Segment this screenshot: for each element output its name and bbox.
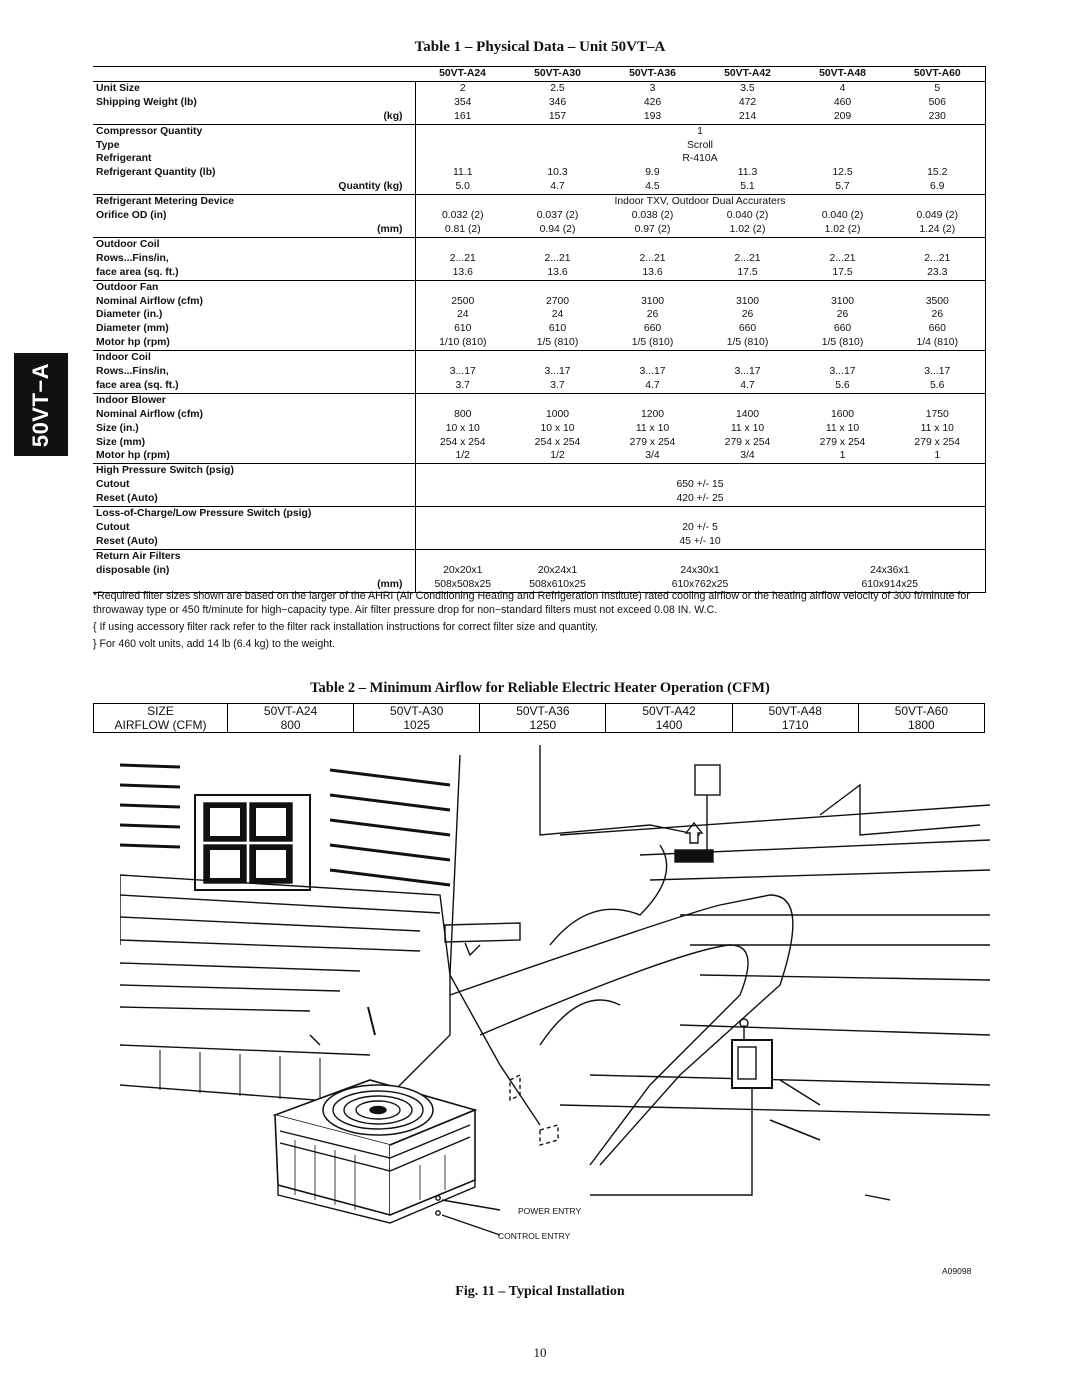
table1-row-label: Refrigerant — [96, 153, 152, 165]
table1-cell: 26 — [890, 308, 985, 322]
min-airflow-table — [93, 703, 985, 733]
footnote-460-volt: } For 460 volt units, add 14 lb (6.4 kg) to the weight. — [93, 637, 336, 650]
table1-cell: 3/4 — [645, 450, 660, 462]
table1-row-label: Indoor Blower — [93, 393, 415, 407]
table2-cell: AIRFLOW (CFM) — [94, 718, 228, 733]
table1-cell: 5.6 — [835, 379, 850, 391]
table1-row-label: disposable (in) — [96, 564, 170, 576]
table1-cell: 1750 — [890, 408, 985, 422]
table2-cell: 50VT-A36 — [480, 704, 606, 719]
table1-cell: 5.1 — [740, 181, 755, 193]
table1-cell: 800 — [415, 408, 510, 422]
physical-data-table — [93, 66, 986, 593]
table1-cell: 2700 — [545, 295, 570, 307]
table1-row — [93, 564, 985, 578]
table1-span-cell: 1 — [415, 124, 985, 138]
table1-row — [93, 422, 985, 436]
table1-cell: 3.7 — [550, 379, 565, 391]
table1-cell: 0.97 (2) — [634, 223, 671, 235]
table1-cell: 5.7 — [835, 181, 850, 193]
table1-cell: 1400 — [735, 408, 760, 420]
table1-row-label: face area (sq. ft.) — [96, 379, 179, 391]
table1-row — [93, 549, 985, 563]
table1-cell: 2...21 — [415, 252, 510, 266]
table2-cell: 800 — [228, 718, 354, 733]
table2-cell: 1400 — [606, 718, 732, 733]
table1-cell: 660 — [738, 323, 757, 335]
table1-empty-cell — [415, 351, 985, 365]
table1-cell: 2...21 — [829, 252, 856, 264]
table1-cell: 1/5 (810) — [631, 337, 674, 349]
footnote-filter-sizes: *Required filter sizes shown are based on the larger of the AHRI (Air Conditioning Heating and Refrigeration Institute) rated cooling airflow or the heating airflow velocity of 300 ft/minute for throwaway type or 450 ft/minute for high−capacity type. Air filter pressure drop for non−standard filters must not exceed 0.08 IN. W.C. — [93, 590, 970, 616]
table1-cell: 10 x 10 — [540, 422, 575, 434]
table1-cell: 15.2 — [890, 166, 985, 180]
table1-cell: 660 — [890, 322, 985, 336]
table1-cell: 10.3 — [547, 167, 568, 179]
table1-span-cell: Indoor TXV, Outdoor Dual Accuraters — [415, 195, 985, 209]
table2-cell: 50VT-A42 — [606, 704, 732, 719]
table1-span-cell: 45 +/- 10 — [415, 535, 985, 549]
table1-row — [93, 166, 985, 180]
table1-filter-cell: 610x762x25 — [605, 578, 795, 592]
footnote-filter-rack: { If using accessory filter rack refer to the filter rack installation instructions for correct filter size and quantity. — [93, 621, 598, 633]
table1-col-header: 50VT-A42 — [700, 67, 795, 82]
control-entry-label: CONTROL ENTRY — [498, 1231, 571, 1241]
table1-filter-cell: 24x36x1 — [795, 564, 985, 578]
table2-cell: SIZE — [94, 704, 228, 719]
table1-cell: 0.038 (2) — [631, 210, 674, 222]
side-tab-label: 50VT−A — [28, 362, 53, 447]
table1-row — [93, 393, 985, 407]
table1-cell: 5.0 — [415, 180, 510, 194]
table1-cell: 1000 — [545, 408, 570, 420]
table1-cell: 1/2 — [550, 450, 565, 462]
table1-cell: 254 x 254 — [534, 436, 581, 448]
table1-cell: 10 x 10 — [415, 422, 510, 436]
table1-cell: 2...21 — [734, 252, 761, 264]
table1-cell: 346 — [548, 96, 567, 108]
table1-cell: 11 x 10 — [635, 422, 670, 434]
table1-cell: 4.7 — [740, 379, 755, 391]
table1-cell: 0.040 (2) — [821, 210, 864, 222]
power-entry-label: POWER ENTRY — [518, 1206, 582, 1216]
table1-row-label: High Pressure Switch (psig) — [93, 464, 415, 478]
table1-cell: 279 x 254 — [629, 436, 676, 448]
table1-row — [93, 209, 985, 223]
table1-cell: 0.81 (2) — [415, 223, 510, 237]
table1-cell: 4.7 — [550, 181, 565, 193]
table1-row-label: Unit Size — [96, 82, 140, 94]
table1-cell: 0.040 (2) — [726, 210, 769, 222]
figure-caption: Fig. 11 – Typical Installation — [455, 1284, 625, 1299]
table1-row — [93, 336, 985, 350]
table1-row — [93, 464, 985, 478]
table1-row — [93, 280, 985, 294]
table1-row-label: Reset (Auto) — [96, 493, 158, 505]
table1-col-header: 50VT-A48 — [795, 67, 890, 82]
table1-empty-cell — [415, 237, 985, 251]
table1-row — [93, 139, 985, 153]
table1-cell: 2.5 — [550, 82, 565, 94]
table1-cell: 161 — [415, 110, 510, 124]
table1-cell: 279 x 254 — [819, 436, 866, 448]
table1-col-header: 50VT-A30 — [510, 67, 605, 82]
table1-span-cell: 420 +/- 25 — [415, 492, 985, 506]
table1-row — [93, 252, 985, 266]
table1-row — [93, 478, 985, 492]
table1-row — [93, 507, 985, 521]
table1-cell: 24 — [415, 308, 510, 322]
table1-cell: 0.037 (2) — [536, 210, 579, 222]
installation-illustration — [120, 745, 990, 1285]
table1-empty-cell — [415, 280, 985, 294]
table1-row-label: Orifice OD (in) — [96, 210, 167, 222]
table1-row — [93, 365, 985, 379]
table1-cell: 2500 — [415, 295, 510, 309]
table1-col-header: 50VT-A24 — [415, 67, 510, 82]
table1-cell: 354 — [415, 96, 510, 110]
table1-cell: 2...21 — [890, 252, 985, 266]
table1-cell: 1 — [839, 450, 846, 462]
table1-filter-cell: 20x20x1 — [415, 564, 510, 578]
table1-cell: 26 — [646, 309, 659, 321]
table1-row-label: Loss-of-Charge/Low Pressure Switch (psig) — [93, 507, 415, 521]
table1-cell: 1.24 (2) — [890, 223, 985, 237]
table1-cell: 11.3 — [737, 167, 758, 179]
table1-row — [93, 379, 985, 393]
table1-row — [93, 449, 985, 463]
table1-cell: 660 — [833, 323, 852, 335]
table1-row-label: Rows...Fins/in, — [96, 366, 169, 378]
table1-row — [93, 351, 985, 365]
table1-row — [93, 295, 985, 309]
table1-header-blank — [93, 67, 415, 82]
table1-row — [93, 521, 985, 535]
table2-cell: 50VT-A24 — [228, 704, 354, 719]
table2-cell: 50VT-A60 — [858, 704, 984, 719]
table1-cell: 3...17 — [544, 366, 571, 378]
table1-row-label: (kg) — [383, 110, 403, 122]
figure-code: A09098 — [942, 1266, 972, 1276]
table1-row-label: Nominal Airflow (cfm) — [96, 408, 203, 420]
table1-cell: 426 — [643, 96, 662, 108]
table1-cell: 1/5 (810) — [821, 337, 864, 349]
page-number: 10 — [533, 1345, 547, 1360]
table1-cell: 1.02 (2) — [824, 223, 861, 235]
table1-cell: 0.032 (2) — [415, 209, 510, 223]
table1-row — [93, 237, 985, 251]
table1-cell: 2...21 — [544, 252, 571, 264]
table1-cell: 209 — [833, 110, 852, 122]
table1-cell: 0.049 (2) — [890, 209, 985, 223]
side-tab — [14, 353, 68, 456]
table1-title: Table 1 – Physical Data – Unit 50VT–A — [414, 39, 666, 55]
table1-cell: 11 x 10 — [890, 422, 985, 436]
table1-cell: 1 — [890, 449, 985, 463]
table1-cell: 0.94 (2) — [539, 223, 576, 235]
table2-cell: 1025 — [354, 718, 480, 733]
table1-row — [93, 124, 985, 138]
table1-notes — [93, 590, 988, 651]
table1-cell: 1600 — [830, 408, 855, 420]
table1-cell: 13.6 — [415, 266, 510, 280]
table1-cell: 1/2 — [415, 449, 510, 463]
table1-cell: 2...21 — [639, 252, 666, 264]
table1-row — [93, 152, 985, 166]
table1-row — [93, 96, 985, 110]
table1-cell: 3...17 — [829, 366, 856, 378]
table1-cell: 3/4 — [740, 450, 755, 462]
table2-header-row — [94, 704, 985, 719]
table1-cell: 610 — [548, 323, 567, 335]
table1-cell: 3 — [649, 82, 656, 94]
table1-cell: 1/5 (810) — [536, 337, 579, 349]
table1-row-label: Type — [96, 139, 120, 151]
table1-row-label: Size (in.) — [96, 422, 139, 434]
table1-row — [93, 266, 985, 280]
table1-row — [93, 180, 985, 194]
table1-cell: 472 — [738, 96, 757, 108]
table1-cell: 3100 — [735, 295, 760, 307]
table1-cell: 3500 — [890, 295, 985, 309]
table1-row-label: Motor hp (rpm) — [96, 337, 170, 349]
table1-row — [93, 535, 985, 549]
table1-filter-cell: 508x610x25 — [510, 578, 605, 592]
table1-row-label: Motor hp (rpm) — [96, 450, 170, 462]
table1-cell: 26 — [741, 309, 754, 321]
table1-cell: 3...17 — [734, 366, 761, 378]
table1-cell: 4.7 — [645, 379, 660, 391]
table1-row-label: face area (sq. ft.) — [96, 266, 179, 278]
table2-cell: 1250 — [480, 718, 606, 733]
table1-cell: 11 x 10 — [825, 422, 860, 434]
table1-row-label: Cutout — [96, 479, 130, 491]
table1-empty-cell — [415, 393, 985, 407]
table1-row — [93, 436, 985, 450]
table1-row — [93, 308, 985, 322]
table1-span-cell: Scroll — [415, 139, 985, 153]
table1-row — [93, 110, 985, 124]
table1-cell: 3100 — [640, 295, 665, 307]
table1-cell: 279 x 254 — [724, 436, 771, 448]
table1-cell: 230 — [890, 110, 985, 124]
table1-cell: 3...17 — [890, 365, 985, 379]
table1-row-label: Rows...Fins/in, — [96, 252, 169, 264]
table1-row-label: Size (mm) — [96, 436, 146, 448]
table1-row — [93, 322, 985, 336]
table1-cell: 3...17 — [639, 366, 666, 378]
table2-data-row — [94, 718, 985, 733]
table1-empty-cell — [415, 549, 985, 563]
table1-row-label: Return Air Filters — [93, 549, 415, 563]
table1-span-cell: 650 +/- 15 — [415, 478, 985, 492]
table1-row-label: (mm) — [93, 578, 415, 592]
table1-row-label: Outdoor Coil — [93, 237, 415, 251]
table1-cell: 3.5 — [740, 82, 755, 94]
table1-row-label: Outdoor Fan — [93, 280, 415, 294]
table2-cell: 1800 — [858, 718, 984, 733]
table1-empty-cell — [415, 464, 985, 478]
table1-cell: 26 — [836, 309, 849, 321]
table1-col-header: 50VT-A60 — [890, 67, 985, 82]
table1-row — [93, 81, 985, 95]
table1-row — [93, 223, 985, 237]
table1-cell: 3100 — [830, 295, 855, 307]
table1-cell: 13.6 — [642, 266, 663, 278]
table1-row-label: Refrigerant Metering Device — [93, 195, 415, 209]
table1-cell: 6.9 — [890, 180, 985, 194]
table1-cell: 13.6 — [547, 266, 568, 278]
table1-cell: 3.7 — [415, 379, 510, 393]
table1-col-header: 50VT-A36 — [605, 67, 700, 82]
table1-cell: 254 x 254 — [415, 436, 510, 450]
table1-cell: 460 — [833, 96, 852, 108]
table1-row-label: Compressor Quantity — [93, 124, 415, 138]
table1-cell: 157 — [548, 110, 567, 122]
table1-cell: 17.5 — [832, 266, 853, 278]
table1-cell: 214 — [738, 110, 757, 122]
table2-title: Table 2 – Minimum Airflow for Reliable Electric Heater Operation (CFM) — [310, 680, 770, 696]
table1-header-row — [93, 67, 985, 82]
table1-cell: 4.5 — [645, 181, 660, 193]
table1-row-label: Refrigerant Quantity (lb) — [96, 167, 216, 179]
table1-cell: 506 — [890, 96, 985, 110]
table1-row-label: Diameter (in.) — [96, 309, 163, 321]
table1-cell: 279 x 254 — [890, 436, 985, 450]
table1-filter-cell: 610x914x25 — [795, 578, 985, 592]
table1-cell: 5 — [890, 81, 985, 95]
table1-row-label: Cutout — [96, 522, 130, 533]
table1-empty-cell — [415, 507, 985, 521]
table1-row-label: Shipping Weight (lb) — [96, 96, 197, 108]
table1-cell: 9.9 — [645, 167, 660, 179]
table1-cell: 2 — [415, 81, 510, 95]
table1-row-label: Nominal Airflow (cfm) — [96, 295, 203, 307]
table1-cell: 24 — [551, 309, 564, 321]
table1-cell: 12.5 — [832, 167, 853, 179]
table1-cell: 4 — [839, 82, 846, 94]
table1-row — [93, 408, 985, 422]
table1-cell: 3...17 — [415, 365, 510, 379]
table1-cell: 1200 — [640, 408, 665, 420]
table2-cell: 1710 — [732, 718, 858, 733]
table1-cell: 1/4 (810) — [890, 336, 985, 350]
table1-row-label: Quantity (kg) — [338, 181, 403, 193]
table1-row-label: (mm) — [377, 223, 403, 235]
table1-cell: 1/5 (810) — [726, 337, 769, 349]
table1-cell: 1.02 (2) — [729, 223, 766, 235]
table1-filter-cell: 20x24x1 — [537, 564, 578, 576]
table1-cell: 17.5 — [737, 266, 758, 278]
table1-cell: 193 — [643, 110, 662, 122]
table1-cell: 660 — [643, 323, 662, 335]
table1-filter-cell: 24x30x1 — [680, 564, 720, 576]
table1-row-label: Reset (Auto) — [96, 535, 158, 547]
table1-cell: 23.3 — [890, 266, 985, 280]
table1-cell: 1/10 (810) — [415, 336, 510, 350]
table1-span-cell: 20 +/- 5 — [415, 521, 985, 535]
table2-cell: 50VT-A48 — [732, 704, 858, 719]
table1-cell: 5.6 — [890, 379, 985, 393]
table1-cell: 11 x 10 — [730, 422, 765, 434]
table1-row-label: Diameter (mm) — [96, 323, 169, 335]
table1-row — [93, 492, 985, 506]
table2-cell: 50VT-A30 — [354, 704, 480, 719]
table1-span-cell: R-410A — [415, 152, 985, 166]
table1-cell: 11.1 — [415, 166, 510, 180]
table1-row-label: Indoor Coil — [93, 351, 415, 365]
table1-filter-cell: 508x508x25 — [415, 578, 510, 592]
table1-cell: 610 — [415, 322, 510, 336]
table1-row — [93, 195, 985, 209]
